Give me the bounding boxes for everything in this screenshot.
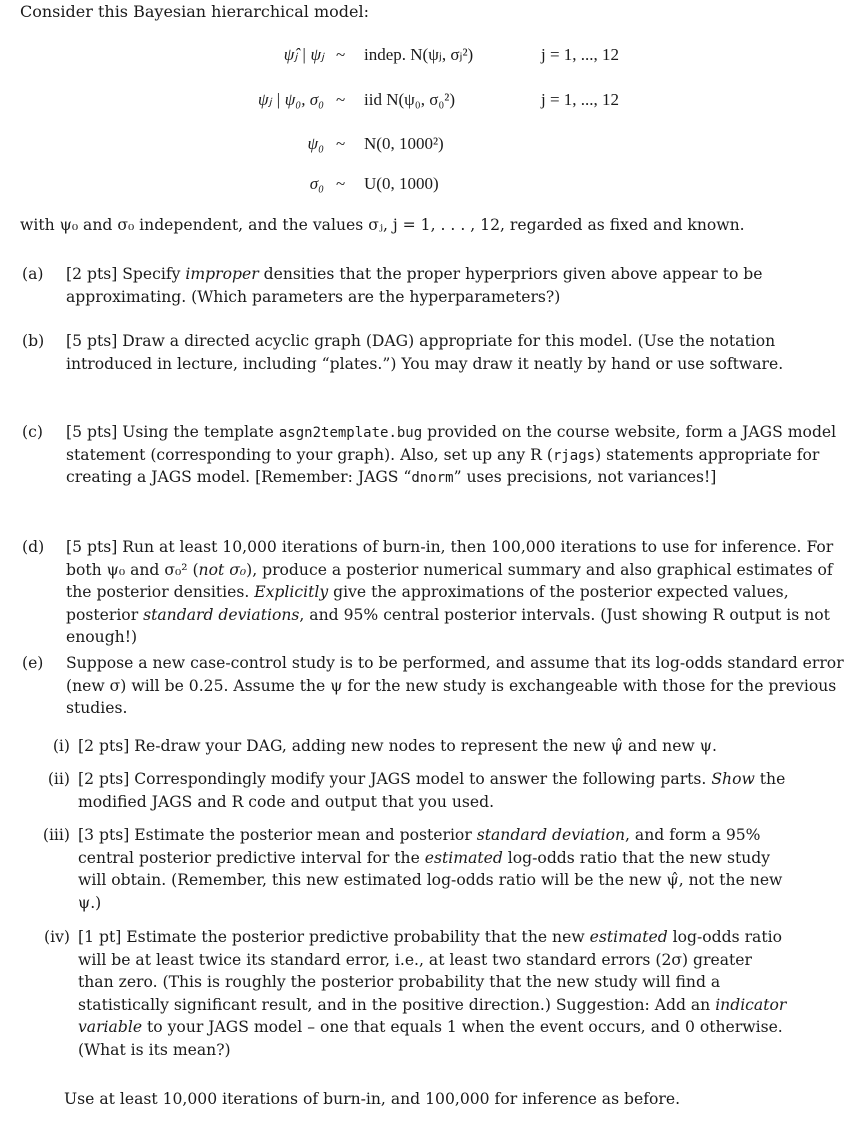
subpart-text: log-odds ratio that the new study will obtain. (Remember, this new estimated log-odds ratio will be the new ψ̂, not the new ψ.) xyxy=(78,848,783,912)
part-text: provided on the course website, form a JAGS model statement (corresponding to your graph). Also, set up any R ( xyxy=(66,423,837,464)
part-code: rjags xyxy=(552,447,596,464)
subpart-label: (i) xyxy=(52,737,70,755)
subpart-label: (ii) xyxy=(47,770,70,788)
part-text: ” uses precisions, not variances!] xyxy=(453,468,717,487)
outro-text: Use at least 10,000 iterations of burn-in, and 100,000 for inference as before. xyxy=(64,1090,681,1108)
part-label: (c) xyxy=(22,423,43,441)
equation-range: j = 1, ..., 12 xyxy=(541,90,620,109)
part-body: [5 pts] Draw a directed acyclic graph (DAG) appropriate for this model. (Use the notation introduced in lecture, including “plates.”) You may draw it neatly by hand or use software. xyxy=(66,332,784,373)
part-label: (e) xyxy=(22,654,44,672)
subpart-emphasis: estimated xyxy=(424,848,503,867)
subpart-label: (iii) xyxy=(42,826,70,844)
part-text: give the approximations of the posterior expected values, posterior xyxy=(66,583,789,624)
part-text: ), produce a posterior numerical summary and also graphical estimates of the posterior densities. xyxy=(66,560,833,602)
part-body: Suppose a new case-control study is to be performed, and assume that its log-odds standard error (new σ) will be 0.25. Assume the ψ for the new study is exchangeable with those for the previous studies. xyxy=(66,654,844,718)
equation-4 xyxy=(0,172,857,202)
equation-rel: ~ xyxy=(336,45,346,64)
subpart-emphasis: estimated xyxy=(589,928,668,946)
part-text: [5 pts] Using the template xyxy=(66,423,279,441)
equation-rel: ~ xyxy=(336,174,346,193)
equation-3 xyxy=(0,132,857,162)
subpart-text: [1 pt] Estimate the posterior predictive probability that the new xyxy=(78,928,590,946)
part-label: (d) xyxy=(22,538,45,556)
intro-text: Consider this Bayesian hierarchical model: xyxy=(20,2,369,21)
subpart-text: to your JAGS model – one that equals 1 when the event occurs, and 0 otherwise. (What is its mean?) xyxy=(78,1018,783,1060)
equation-range: j = 1, ..., 12 xyxy=(541,45,620,64)
subpart-body xyxy=(78,824,790,914)
part-text: densities that the proper hyperpriors given above appear to be approximating. (Which parameters are the hyperparameters?) xyxy=(66,265,763,306)
subpart-body: [2 pts] Re-draw your DAG, adding new nodes to represent the new ψ̂ and new ψ. xyxy=(78,737,717,755)
subpart-body xyxy=(78,768,790,813)
equation-rel: ~ xyxy=(336,90,346,109)
subpart-text: log-odds ratio will be at least twice its standard error, i.e., at least two standard errors (2σ) greater than zero. (This is roughly the posterior probability that the new study will find a statistically significant result, and in the positive direction.) Suggestion: Add an xyxy=(78,928,782,1014)
part-text: ) statements appropriate for creating a JAGS model. [Remember: JAGS “ xyxy=(66,445,820,487)
after-equations-text: with ψ₀ and σ₀ independent, and the values σⱼ, j = 1, . . . , 12, regarded as fixed and known. xyxy=(20,216,745,234)
part-label: (b) xyxy=(22,332,45,350)
part-label: (a) xyxy=(22,265,44,283)
equation-2 xyxy=(0,88,857,118)
subpart-text: [3 pts] Estimate the posterior mean and posterior xyxy=(78,826,477,844)
subpart-emphasis: indicator variable xyxy=(78,995,787,1037)
equation-rhs: U(0, 1000) xyxy=(364,174,439,193)
part-code: dnorm xyxy=(411,470,454,487)
equation-lhs: ψ̂ⱼ | ψⱼ xyxy=(283,45,324,64)
equation-1 xyxy=(0,43,857,73)
subpart-label: (iv) xyxy=(44,928,70,946)
equation-lhs: σ₀ xyxy=(309,174,324,193)
equation-rhs: indep. N(ψⱼ, σⱼ²) xyxy=(364,45,474,64)
subpart-text: the modified JAGS and R code and output that you used. xyxy=(78,770,786,811)
subpart-body xyxy=(78,926,790,1062)
equation-rel: ~ xyxy=(336,134,346,153)
part-body xyxy=(66,263,846,308)
part-emphasis: improper xyxy=(185,265,259,283)
subpart-emphasis: Show xyxy=(711,770,755,788)
part-code: asgn2template.bug xyxy=(278,425,423,441)
subpart-text: , and form a 95% central posterior predictive interval for the xyxy=(78,826,761,867)
part-emphasis: standard deviations xyxy=(143,605,300,624)
subpart-text: [2 pts] Correspondingly modify your JAGS model to answer the following parts. xyxy=(78,770,712,788)
part-emphasis: Explicitly xyxy=(254,583,329,602)
part-body xyxy=(66,421,846,489)
equation-rhs: N(0, 1000²) xyxy=(364,134,444,153)
equation-rhs: iid N(ψ₀, σ₀²) xyxy=(364,90,456,109)
part-text: , and 95% central posterior intervals. (Just showing R output is not enough!) xyxy=(66,605,830,647)
part-text: [2 pts] Specify xyxy=(66,265,186,283)
part-text: [5 pts] Run at least 10,000 iterations of burn-in, then 100,000 iterations to use for inference. For both ψ₀ and σ₀² ( xyxy=(66,538,834,579)
part-body xyxy=(66,536,846,649)
equation-lhs: ψⱼ | ψ₀, σ₀ xyxy=(258,90,324,109)
equation-lhs: ψ₀ xyxy=(307,134,324,153)
part-emphasis: not σ₀ xyxy=(198,560,247,579)
subpart-emphasis: standard deviation xyxy=(476,826,626,844)
